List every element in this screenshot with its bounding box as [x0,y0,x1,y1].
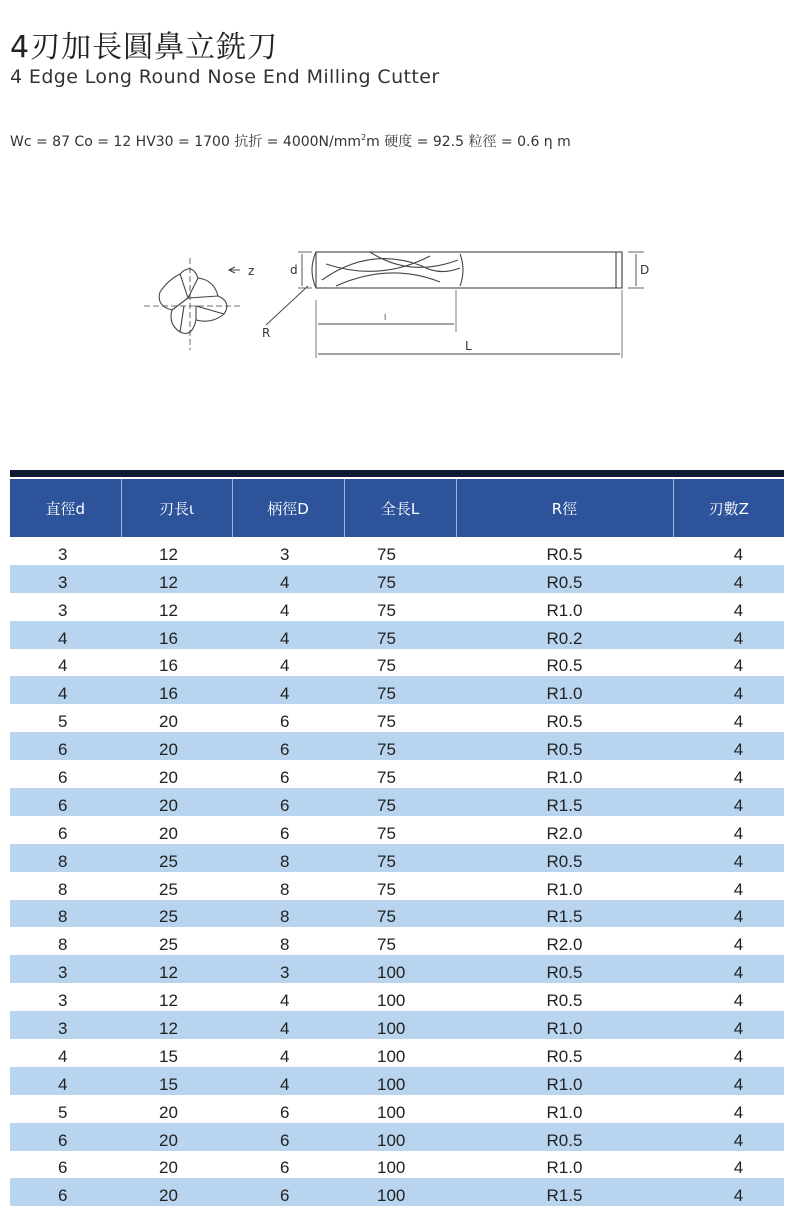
cell-corner-radius: R2.0 [546,935,583,955]
cell-overall-length: 100 [377,1046,406,1066]
cell-shank-diameter: 8 [280,935,290,955]
cell-overall-length: 75 [377,879,396,899]
cell-flute-count: 4 [733,935,744,955]
cell-shank-diameter: 6 [280,712,290,732]
header-flute-count: 刃數Z [673,479,784,537]
cell-flute-length: 15 [159,1046,178,1066]
table-row [10,732,784,760]
cell-diameter: 4 [58,1046,68,1066]
header-diameter: 直徑d [10,479,121,537]
cell-corner-radius: R1.5 [456,788,673,816]
cell-diameter: 4 [10,1067,121,1095]
table-row [10,1123,784,1151]
cell-corner-radius: R0.5 [456,844,673,872]
cell-flute-count: 4 [673,844,784,872]
table-row [10,704,784,732]
cell-diameter: 3 [58,991,68,1011]
table-row [10,816,784,844]
cell-diameter: 8 [10,844,121,872]
cell-flute-count: 4 [673,621,784,649]
cell-shank-diameter: 6 [280,1158,290,1178]
cell-shank-diameter: 8 [232,844,344,872]
cell-flute-length: 25 [121,900,232,928]
cell-corner-radius: R0.5 [456,565,673,593]
cell-overall-length: 75 [344,732,456,760]
cell-overall-length: 100 [344,1067,456,1095]
header-corner-radius: R徑 [456,479,673,537]
cell-overall-length: 75 [377,544,396,564]
table-row [10,1011,784,1039]
cell-flute-count: 4 [733,823,744,843]
cell-shank-diameter: 6 [232,732,344,760]
label-L: L [465,339,472,353]
cell-diameter: 3 [10,1011,121,1039]
header-shank-diameter: 柄徑D [232,479,344,537]
cell-flute-length: 16 [121,676,232,704]
cell-shank-diameter: 8 [232,900,344,928]
cutter-diagram [140,240,660,370]
cell-flute-length: 16 [121,621,232,649]
cell-flute-length: 25 [159,879,178,899]
cell-flute-count: 4 [673,676,784,704]
cell-shank-diameter: 6 [232,1123,344,1151]
cell-flute-length: 20 [159,1158,178,1178]
cell-corner-radius: R0.5 [546,544,583,564]
table-row [10,872,784,900]
cell-overall-length: 75 [377,768,396,788]
cell-diameter: 3 [10,955,121,983]
cell-flute-length: 20 [121,1123,232,1151]
cell-overall-length: 100 [344,955,456,983]
cell-diameter: 8 [58,935,68,955]
cell-shank-diameter: 4 [232,1067,344,1095]
table-row [10,1151,784,1179]
cell-flute-count: 4 [673,1178,784,1206]
cell-flute-length: 12 [159,991,178,1011]
cell-flute-length: 20 [121,1178,232,1206]
cell-flute-count: 4 [733,991,744,1011]
cell-flute-length: 25 [159,935,178,955]
cell-shank-diameter: 4 [232,621,344,649]
cell-diameter: 3 [58,544,68,564]
cell-overall-length: 75 [344,621,456,649]
cell-shank-diameter: 4 [280,656,290,676]
cell-diameter: 4 [10,621,121,649]
cell-overall-length: 75 [344,676,456,704]
cell-overall-length: 75 [344,565,456,593]
cell-diameter: 6 [10,732,121,760]
table-row [10,649,784,677]
cell-shank-diameter: 3 [232,955,344,983]
cell-overall-length: 75 [344,844,456,872]
cell-flute-count: 4 [733,544,744,564]
table-row [10,788,784,816]
table-row [10,1039,784,1067]
cell-shank-diameter: 4 [280,1046,290,1066]
table-row [10,1067,784,1095]
cell-flute-length: 20 [159,823,178,843]
cell-corner-radius: R1.0 [456,1067,673,1095]
cell-shank-diameter: 4 [232,676,344,704]
cell-diameter: 8 [10,900,121,928]
cell-diameter: 6 [10,788,121,816]
label-z: z [248,264,255,278]
table-row [10,955,784,983]
cell-flute-count: 4 [733,768,744,788]
cell-corner-radius: R1.0 [456,676,673,704]
r-leader-line [266,286,308,325]
cell-diameter: 4 [58,656,68,676]
cell-diameter: 6 [58,1158,68,1178]
table-top-rule [10,470,784,477]
table-row [10,983,784,1011]
cell-overall-length: 75 [377,712,396,732]
table-row [10,844,784,872]
cell-shank-diameter: 8 [280,879,290,899]
table-row [10,565,784,593]
page-title: 4刃加長圓鼻立銑刀 [10,30,279,65]
label-D: D [640,263,650,277]
cell-flute-count: 4 [673,900,784,928]
cell-diameter: 8 [58,879,68,899]
table-row [10,927,784,955]
cell-corner-radius: R0.5 [546,991,583,1011]
cell-overall-length: 100 [344,1178,456,1206]
table-row [10,760,784,788]
cell-overall-length: 100 [377,991,406,1011]
cell-corner-radius: R1.5 [456,1178,673,1206]
cell-corner-radius: R1.0 [456,1011,673,1039]
cell-diameter: 6 [58,823,68,843]
table-row [10,676,784,704]
cell-flute-count: 4 [673,565,784,593]
material-spec [10,131,571,151]
cell-corner-radius: R0.5 [456,1123,673,1151]
table-header-row [10,479,784,537]
cell-overall-length: 100 [344,1011,456,1039]
cell-flute-count: 4 [733,712,744,732]
cell-flute-length: 20 [121,788,232,816]
cell-flute-length: 20 [159,712,178,732]
cell-flute-count: 4 [673,955,784,983]
cell-corner-radius: R1.5 [456,900,673,928]
cell-diameter: 6 [10,1178,121,1206]
cell-corner-radius: R0.5 [546,712,583,732]
cell-flute-count: 4 [673,1011,784,1039]
cell-flute-count: 4 [733,879,744,899]
cell-diameter: 6 [58,768,68,788]
cell-flute-length: 20 [159,1102,178,1122]
end-view-drawing [144,258,240,350]
label-r: R [262,326,271,340]
cell-overall-length: 75 [377,935,396,955]
cell-shank-diameter: 4 [280,600,290,620]
cell-flute-length: 20 [159,768,178,788]
cell-diameter: 5 [58,712,68,732]
cell-overall-length: 75 [377,823,396,843]
cell-corner-radius: R1.0 [546,600,583,620]
cell-diameter: 5 [58,1102,68,1122]
cell-flute-count: 4 [673,732,784,760]
label-l: l [384,313,387,322]
page-subtitle: 4 Edge Long Round Nose End Milling Cutter [10,66,440,88]
cell-overall-length: 75 [344,900,456,928]
table-row [10,537,784,565]
cell-corner-radius: R1.0 [546,1158,583,1178]
cell-shank-diameter: 6 [280,1102,290,1122]
cell-corner-radius: R1.0 [546,1102,583,1122]
cell-shank-diameter: 6 [232,788,344,816]
table-row [10,593,784,621]
cell-diameter: 3 [10,565,121,593]
cell-overall-length: 75 [377,600,396,620]
cell-shank-diameter: 3 [280,544,290,564]
header-overall-length: 全長L [344,479,456,537]
cell-flute-count: 4 [733,1046,744,1066]
cell-corner-radius: R2.0 [546,823,583,843]
cell-flute-count: 4 [733,1102,744,1122]
cell-overall-length: 100 [377,1158,406,1178]
spec-superscript: 2 [361,133,367,142]
cell-corner-radius: R1.0 [546,879,583,899]
cell-corner-radius: R0.5 [456,955,673,983]
header-flute-length: 刃長ι [121,479,232,537]
table-row [10,621,784,649]
cell-shank-diameter: 6 [280,768,290,788]
cell-corner-radius: R1.0 [546,768,583,788]
cell-corner-radius: R0.5 [546,1046,583,1066]
spec-text-2: m 硬度 = 92.5 粒徑 = 0.6 η m [366,134,571,150]
cell-flute-count: 4 [733,656,744,676]
cell-shank-diameter: 6 [280,823,290,843]
cell-overall-length: 100 [344,1123,456,1151]
cell-flute-length: 12 [121,565,232,593]
cell-flute-count: 4 [733,1158,744,1178]
cell-overall-length: 75 [377,656,396,676]
label-d: d [290,263,298,277]
cell-flute-count: 4 [673,1123,784,1151]
cell-flute-count: 4 [673,788,784,816]
cell-flute-count: 4 [673,1067,784,1095]
table-row [10,1095,784,1123]
cell-corner-radius: R0.5 [546,656,583,676]
cell-corner-radius: R0.5 [456,732,673,760]
cell-corner-radius: R0.2 [456,621,673,649]
cell-diameter: 3 [58,600,68,620]
cell-flute-length: 25 [121,844,232,872]
cell-overall-length: 100 [377,1102,406,1122]
table-row [10,900,784,928]
cell-flute-length: 12 [159,544,178,564]
cell-flute-length: 12 [121,955,232,983]
cell-shank-diameter: 4 [232,1011,344,1039]
cell-shank-diameter: 6 [232,1178,344,1206]
cell-flute-count: 4 [733,600,744,620]
spec-table [10,479,784,1206]
cell-flute-length: 16 [159,656,178,676]
cell-flute-length: 20 [121,732,232,760]
cell-flute-length: 12 [159,600,178,620]
cell-flute-length: 12 [121,1011,232,1039]
cell-shank-diameter: 4 [280,991,290,1011]
table-body [10,537,784,1206]
cell-flute-length: 15 [121,1067,232,1095]
cell-diameter: 4 [10,676,121,704]
spec-text-1: Wc = 87 Co = 12 HV30 = 1700 抗折 = 4000N/mm [10,134,362,150]
cell-diameter: 6 [10,1123,121,1151]
cell-shank-diameter: 4 [232,565,344,593]
cell-overall-length: 75 [344,788,456,816]
